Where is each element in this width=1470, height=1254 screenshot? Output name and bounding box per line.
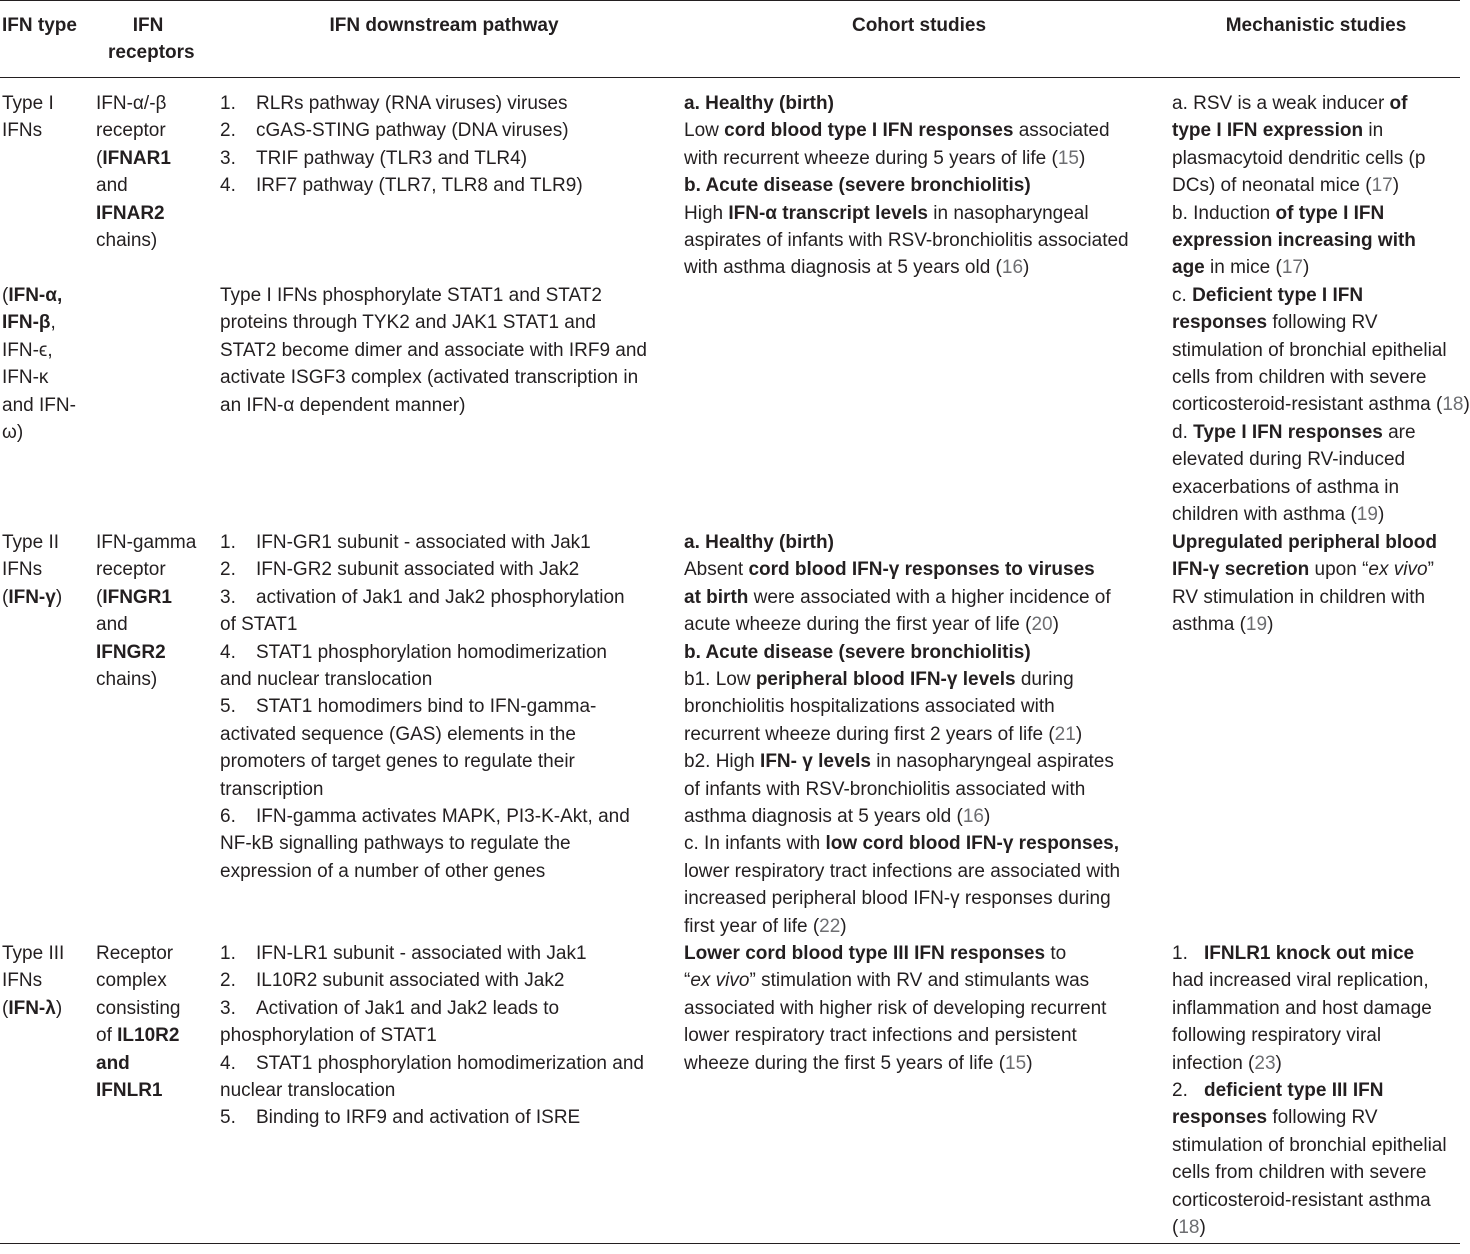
type-i-receptor bbox=[96, 90, 171, 254]
text-line: ( bbox=[2, 285, 9, 306]
type-iii-cohort bbox=[684, 940, 1106, 1077]
text-line: ) bbox=[983, 806, 991, 828]
text-line: 5. bbox=[220, 696, 236, 718]
reference-link[interactable]: 20 bbox=[1031, 614, 1053, 636]
text-line: ex vivo bbox=[690, 970, 750, 992]
text-line: ex vivo bbox=[1368, 559, 1428, 581]
text-line: ) bbox=[55, 997, 63, 1019]
text-line: deficient type III IFN bbox=[1204, 1080, 1384, 1102]
text-line: IFN-α/-β bbox=[96, 93, 167, 114]
text-line: expression of a number of other genes bbox=[220, 860, 546, 882]
text-line: 1. bbox=[1172, 943, 1188, 964]
text-line: STAT1 phosphorylation homodimerization bbox=[256, 641, 607, 663]
text-line: and bbox=[96, 175, 128, 197]
text-line: STAT1 homodimers bind to IFN-gamma- bbox=[256, 696, 597, 718]
text-line: Type I bbox=[2, 93, 54, 114]
text-line: ) bbox=[1026, 1052, 1033, 1074]
text-line: in nasopharyngeal bbox=[928, 202, 1089, 224]
text-line: ) bbox=[1075, 723, 1083, 745]
text-line: 3. bbox=[220, 147, 236, 169]
text-line: of bbox=[1389, 93, 1408, 114]
text-line: with recurrent wheeze during 5 years of life ( bbox=[684, 147, 1058, 169]
text-line: High bbox=[684, 202, 729, 224]
text-line: cord blood IFN-γ responses to viruses bbox=[748, 559, 1095, 581]
text-line: type I IFN expression bbox=[1172, 120, 1364, 142]
text-line: IFN-LR1 subunit - associated with Jak1 bbox=[256, 943, 587, 964]
text-line: are bbox=[1382, 421, 1416, 443]
text-line: IFNs bbox=[2, 120, 43, 142]
text-line: , bbox=[50, 312, 56, 334]
text-line: IFN-λ bbox=[8, 997, 56, 1019]
text-line: in bbox=[1363, 120, 1384, 142]
text-line: following RV bbox=[1267, 1107, 1378, 1129]
text-line: cells from children with severe bbox=[1172, 1162, 1427, 1184]
text-line: cGAS-STING pathway (DNA viruses) bbox=[256, 120, 569, 142]
text-line: ) bbox=[1052, 614, 1059, 636]
text-line: in nasopharyngeal aspirates bbox=[870, 751, 1114, 773]
header-ifn-receptors bbox=[108, 12, 195, 66]
text-line: Lower cord blood type III IFN responses bbox=[684, 943, 1046, 964]
text-line: ) bbox=[1267, 614, 1274, 636]
text-line: IFN-GR1 subunit - associated with Jak1 bbox=[256, 532, 591, 553]
reference-link[interactable]: 17 bbox=[1371, 175, 1393, 197]
type-ii-cohort bbox=[684, 529, 1120, 940]
text-line: cord blood type I IFN responses bbox=[724, 120, 1014, 142]
text-line: IFNLR1 knock out mice bbox=[1204, 943, 1415, 964]
type-i-pathway-detail bbox=[220, 282, 647, 419]
text-line: Receptor bbox=[96, 943, 174, 964]
text-line: aspirates of infants with RSV-bronchiolitis associated bbox=[684, 230, 1129, 252]
type-ii-receptor bbox=[96, 529, 196, 693]
list-item bbox=[220, 1104, 644, 1131]
text-line: IFN-ϵ, bbox=[2, 339, 53, 361]
text-line: b. Acute disease (severe bronchiolitis) bbox=[684, 175, 1031, 197]
header-ifn-type: IFN type bbox=[2, 15, 77, 36]
text-line: NF-kB signalling pathways to regulate the bbox=[220, 833, 571, 855]
text-line: low cord blood IFN-γ responses, bbox=[825, 833, 1119, 855]
text-line: consisting bbox=[96, 997, 181, 1019]
text-line: asthma diagnosis at 5 years old ( bbox=[684, 806, 963, 828]
reference-link[interactable]: 18 bbox=[1178, 1217, 1200, 1239]
text-line: a. Healthy (birth) bbox=[684, 532, 834, 553]
text-line: ) bbox=[1023, 257, 1030, 279]
text-line: age bbox=[1172, 257, 1205, 279]
reference-link[interactable]: 15 bbox=[1057, 147, 1079, 169]
text-line: IFNGR1 bbox=[102, 586, 173, 608]
text-line: b1. Low bbox=[684, 669, 756, 691]
text-line: IFN-β bbox=[2, 312, 51, 334]
text-line: increased peripheral blood IFN-γ responses during bbox=[684, 888, 1111, 910]
text-line: recurrent wheeze during first 2 years of life ( bbox=[684, 723, 1055, 745]
text-line: b. Acute disease (severe bronchiolitis) bbox=[684, 641, 1031, 663]
text-line: IFNs bbox=[2, 559, 43, 581]
reference-link[interactable]: 16 bbox=[962, 806, 984, 828]
text-line: associated with higher risk of developing recurrent bbox=[684, 997, 1107, 1019]
list-item bbox=[220, 117, 583, 144]
text-line: peripheral blood IFN-γ levels bbox=[755, 669, 1016, 691]
text-line: and bbox=[96, 1052, 130, 1074]
text-line: ) bbox=[840, 915, 847, 937]
text-line: were associated with a higher incidence of bbox=[748, 586, 1111, 608]
text-line: ) bbox=[1392, 175, 1400, 197]
reference-link[interactable]: 18 bbox=[1442, 394, 1464, 416]
text-line: in mice ( bbox=[1204, 257, 1282, 279]
text-line: 3. bbox=[220, 997, 236, 1019]
text-line: 4. bbox=[220, 175, 236, 197]
text-line: responses bbox=[1172, 1107, 1268, 1129]
text-line: to bbox=[1045, 943, 1067, 964]
text-line: STAT2 become dimer and associate with IRF9 and bbox=[220, 339, 647, 361]
list-item bbox=[220, 1050, 644, 1077]
text-line: a. RSV is a weak inducer bbox=[1172, 93, 1390, 114]
text-line: Type II bbox=[2, 532, 60, 553]
table-top-rule bbox=[0, 0, 1460, 1]
text-line: DCs) of neonatal mice ( bbox=[1172, 175, 1372, 197]
text-line: of type I IFN bbox=[1275, 202, 1385, 224]
text-line: IFNLR1 bbox=[96, 1080, 163, 1102]
text-line: children with asthma ( bbox=[1172, 504, 1357, 526]
text-line: ) bbox=[1275, 1052, 1282, 1074]
text-line: Upregulated peripheral blood bbox=[1172, 532, 1437, 553]
text-line: infection ( bbox=[1172, 1052, 1255, 1074]
text-line: ( bbox=[2, 997, 9, 1019]
text-line: plasmacytoid dendritic cells (p bbox=[1172, 147, 1426, 169]
text-line: activate ISGF3 complex (activated transcription in bbox=[220, 367, 639, 389]
text-line: IFNAR2 bbox=[96, 202, 165, 224]
list-item bbox=[220, 90, 583, 117]
list-item bbox=[220, 693, 630, 720]
table-header-rule bbox=[0, 77, 1460, 78]
text-line: 4. bbox=[220, 641, 236, 663]
text-line: had increased viral replication, bbox=[1172, 970, 1429, 992]
table-bottom-rule bbox=[0, 1243, 1460, 1244]
reference-link[interactable]: 17 bbox=[1281, 257, 1303, 279]
list-item bbox=[220, 967, 644, 994]
text-line: of bbox=[96, 1025, 118, 1047]
text-line: at birth bbox=[684, 586, 749, 608]
text-line: STAT1 phosphorylation homodimerization and bbox=[256, 1052, 644, 1074]
text-line: IFN-γ secretion bbox=[1172, 559, 1310, 581]
text-line: bronchiolitis hospitalizations associated with bbox=[684, 696, 1055, 718]
text-line: expression increasing with bbox=[1172, 230, 1416, 252]
reference-link[interactable]: 19 bbox=[1245, 614, 1268, 636]
text-line: IFN- γ levels bbox=[760, 751, 871, 773]
text-line: chains) bbox=[96, 669, 158, 691]
text-line: promoters of target genes to regulate their bbox=[220, 751, 575, 773]
text-line: 2. bbox=[220, 970, 236, 992]
text-line: associated bbox=[1013, 120, 1110, 142]
text-line: a. Healthy (birth) bbox=[684, 93, 834, 114]
reference-link[interactable]: 21 bbox=[1054, 723, 1076, 745]
reference-link[interactable]: 19 bbox=[1356, 504, 1378, 526]
text-line: ( bbox=[1172, 1217, 1179, 1239]
text-line: and IFN- bbox=[2, 394, 76, 416]
list-item bbox=[220, 529, 630, 556]
reference-link[interactable]: 22 bbox=[819, 915, 841, 937]
text-line: Absent bbox=[684, 559, 749, 581]
text-line: IFNGR2 bbox=[96, 641, 166, 663]
text-line: Low bbox=[684, 120, 725, 142]
text-line: 1. bbox=[220, 943, 236, 964]
list-item bbox=[220, 556, 630, 583]
text-line: IRF7 pathway (TLR7, TLR8 and TLR9) bbox=[256, 175, 583, 197]
text-line: 2. bbox=[1172, 1080, 1188, 1102]
text-line: RV stimulation in children with bbox=[1172, 586, 1426, 608]
text-line: nuclear translocation bbox=[220, 1080, 396, 1102]
text-line: phosphorylation of STAT1 bbox=[220, 1025, 437, 1047]
list-item bbox=[220, 639, 630, 666]
text-line: IFN-gamma activates MAPK, PI3-K-Akt, and bbox=[256, 806, 630, 828]
text-line: 4. bbox=[220, 1052, 236, 1074]
type-i-mechanistic bbox=[1172, 90, 1470, 529]
text-line: c. In infants with bbox=[684, 833, 826, 855]
header-pathway: IFN downstream pathway bbox=[329, 15, 559, 36]
text-line: TRIF pathway (TLR3 and TLR4) bbox=[256, 147, 528, 169]
text-line: corticosteroid-resistant asthma ( bbox=[1172, 394, 1443, 416]
list-item bbox=[220, 940, 644, 967]
text-line: IFN-gamma bbox=[96, 532, 197, 553]
text-line: receptors bbox=[108, 42, 195, 63]
text-line: stimulation of bronchial epithelial bbox=[1172, 1134, 1447, 1156]
text-line: and bbox=[96, 614, 128, 636]
type-iii-receptor bbox=[96, 940, 181, 1104]
text-line: of STAT1 bbox=[220, 614, 298, 636]
text-line: acute wheeze during the first year of life ( bbox=[684, 614, 1032, 636]
header-mechanistic: Mechanistic studies bbox=[1225, 15, 1407, 36]
type-ii-label bbox=[2, 529, 62, 611]
list-item bbox=[220, 172, 583, 199]
text-line: ) bbox=[1377, 504, 1385, 526]
type-iii-label bbox=[2, 940, 64, 1022]
text-line: proteins through TYK2 and JAK1 STAT1 and bbox=[220, 312, 597, 334]
text-line: ) bbox=[1463, 394, 1470, 416]
text-line: first year of life ( bbox=[684, 915, 820, 937]
reference-link[interactable]: 16 bbox=[1001, 257, 1024, 279]
text-line: IFN-α, bbox=[8, 285, 63, 306]
text-line: 5. bbox=[220, 1107, 236, 1129]
text-line: b2. High bbox=[684, 751, 761, 773]
text-line: inflammation and host damage bbox=[1172, 997, 1432, 1019]
text-line: of infants with RSV-bronchiolitis associated with bbox=[684, 778, 1086, 800]
text-line: during bbox=[1015, 669, 1074, 691]
text-line: cells from children with severe bbox=[1172, 367, 1427, 389]
text-line: asthma ( bbox=[1172, 614, 1246, 636]
text-line: 1. bbox=[220, 93, 236, 114]
reference-link[interactable]: 15 bbox=[1005, 1052, 1027, 1074]
text-line: ( bbox=[96, 147, 103, 169]
type-ii-mechanistic bbox=[1172, 529, 1437, 639]
text-line: IFN bbox=[132, 15, 164, 36]
list-item bbox=[220, 803, 630, 830]
type-i-label bbox=[2, 90, 54, 145]
text-line: IFN-GR2 subunit associated with Jak2 bbox=[256, 559, 580, 581]
text-line: and nuclear translocation bbox=[220, 669, 433, 691]
type-i-pathway bbox=[220, 90, 583, 200]
type-ii-pathway bbox=[220, 529, 630, 885]
type-i-subtypes bbox=[2, 282, 76, 446]
text-line: IL10R2 subunit associated with Jak2 bbox=[256, 970, 565, 992]
text-line: ” bbox=[1427, 559, 1434, 581]
text-line: IL10R2 bbox=[117, 1025, 180, 1047]
text-line: b. Induction bbox=[1172, 202, 1276, 224]
type-iii-pathway bbox=[220, 940, 644, 1132]
text-line: ( bbox=[2, 586, 9, 608]
text-line: with asthma diagnosis at 5 years old ( bbox=[684, 257, 1002, 279]
text-line: lower respiratory tract infections and persistent bbox=[684, 1025, 1077, 1047]
type-i-cohort bbox=[684, 90, 1129, 282]
text-line: receptor bbox=[96, 559, 166, 581]
text-line: lower respiratory tract infections are associated with bbox=[684, 860, 1121, 882]
text-line: Activation of Jak1 and Jak2 leads to bbox=[256, 997, 560, 1019]
text-line: elevated during RV-induced bbox=[1172, 449, 1406, 471]
list-item bbox=[220, 995, 644, 1022]
list-item bbox=[220, 584, 630, 611]
text-line: Type III bbox=[2, 943, 65, 964]
text-line: ” stimulation with RV and stimulants was bbox=[749, 970, 1090, 992]
text-line: 3. bbox=[220, 586, 236, 608]
text-line: an IFN-α dependent manner) bbox=[220, 394, 466, 416]
text-line: IFN-α transcript levels bbox=[728, 202, 928, 224]
text-line: upon “ bbox=[1309, 559, 1369, 581]
text-line: d. bbox=[1172, 421, 1194, 443]
text-line: ( bbox=[96, 586, 103, 608]
reference-link[interactable]: 23 bbox=[1254, 1052, 1276, 1074]
text-line: ) bbox=[55, 586, 63, 608]
text-line: Deficient type I IFN bbox=[1192, 284, 1364, 306]
text-line: ) bbox=[1078, 147, 1086, 169]
text-line: transcription bbox=[220, 778, 324, 800]
text-line: receptor bbox=[96, 120, 166, 142]
text-line: ω) bbox=[2, 422, 24, 444]
text-line: 1. bbox=[220, 532, 236, 553]
text-line: wheeze during the first 5 years of life ( bbox=[684, 1052, 1006, 1074]
text-line: following RV bbox=[1267, 312, 1378, 334]
text-line: chains) bbox=[96, 230, 158, 252]
text-line: IFN-γ bbox=[8, 586, 56, 608]
text-line: complex bbox=[96, 970, 167, 992]
text-line: IFNs bbox=[2, 970, 43, 992]
text-line: c. bbox=[1172, 284, 1193, 306]
text-line: activation of Jak1 and Jak2 phosphorylation bbox=[256, 586, 625, 608]
text-line: ) bbox=[1199, 1217, 1206, 1239]
text-line: Binding to IRF9 and activation of ISRE bbox=[256, 1107, 581, 1129]
text-line: exacerbations of asthma in bbox=[1172, 476, 1400, 498]
text-line: activated sequence (GAS) elements in the bbox=[220, 723, 576, 745]
type-iii-mechanistic bbox=[1172, 940, 1447, 1241]
text-line: responses bbox=[1172, 312, 1268, 334]
text-line: following respiratory viral bbox=[1172, 1025, 1382, 1047]
text-line: IFNAR1 bbox=[102, 147, 171, 169]
text-line: Type I IFN responses bbox=[1193, 421, 1383, 443]
text-line: stimulation of bronchial epithelial bbox=[1172, 339, 1447, 361]
text-line: ) bbox=[1302, 257, 1310, 279]
text-line: RLRs pathway (RNA viruses) viruses bbox=[256, 93, 568, 114]
text-line: “ bbox=[684, 970, 691, 992]
text-line: 2. bbox=[220, 120, 236, 142]
list-item bbox=[220, 145, 583, 172]
header-cohort: Cohort studies bbox=[851, 15, 987, 36]
text-line: 2. bbox=[220, 559, 236, 581]
text-line: Type I IFNs phosphorylate STAT1 and STAT2 bbox=[220, 285, 602, 306]
text-line: 6. bbox=[220, 806, 236, 828]
text-line: IFN-κ bbox=[2, 367, 49, 389]
text-line: corticosteroid-resistant asthma bbox=[1172, 1189, 1431, 1211]
